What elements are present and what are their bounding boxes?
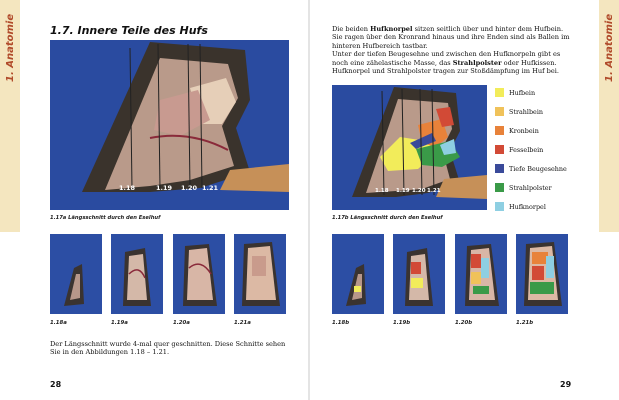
legend-swatch: [495, 88, 504, 97]
intro-line: Die beiden Hufknorpel sitzen seitlich über und hinter dem Hufbein.: [332, 25, 564, 33]
term-hufknorpel: Hufknorpel: [370, 25, 413, 33]
hoof-longitudinal-photo: [50, 40, 289, 210]
side-tab-right: [599, 0, 619, 232]
legend-swatch: [495, 145, 504, 154]
thumbnail-label: 1.19b: [393, 320, 411, 326]
thumbnail-label: 1.18b: [332, 320, 350, 326]
thumbnail-label: 1.20b: [455, 320, 473, 326]
thumbnail-photo: [393, 234, 445, 314]
hoof-colored-photo: [332, 85, 487, 210]
legend-label: Strahlpolster: [509, 184, 552, 192]
slice-label: 1.21: [202, 184, 219, 192]
body-text: [50, 340, 305, 357]
slice-label: 1.18: [119, 184, 136, 192]
intro-line: Hufknorpel und Strahlpolster tragen zur Stoßdämpfung im Huf bei.: [332, 67, 559, 76]
slice-label: 1.21: [427, 188, 441, 194]
thumbnail-photo: [455, 234, 507, 314]
figure-caption: 1.17a Längsschnitt durch den Eselhuf: [50, 215, 161, 221]
legend-swatch: [495, 126, 504, 135]
thumbnail-label: 1.20a: [173, 320, 190, 326]
section-title: 1.7. Innere Teile des Hufs: [50, 24, 208, 37]
side-tab-left: [0, 0, 20, 232]
page-number: 29: [560, 380, 572, 389]
thumbnail-photo: [234, 234, 286, 314]
legend-swatch: [495, 107, 504, 116]
legend-label: Fesselbein: [509, 146, 544, 154]
thumbnail-label: 1.21b: [516, 320, 534, 326]
page-number: 28: [50, 380, 62, 389]
intro-line: noch eine zähelastische Masse, das Strahlpolster oder Hufkissen.: [332, 58, 557, 67]
intro-line: Sie ragen über den Kronrand hinaus und ihre Enden sind als Ballen im: [332, 33, 570, 42]
figure-caption: 1.17b Längsschnitt durch den Eselhuf: [332, 215, 443, 221]
legend-label: Kronbein: [509, 127, 539, 135]
slice-label: 1.18: [375, 188, 389, 194]
thumbnail-photo: [173, 234, 225, 314]
legend-swatch: [495, 164, 504, 173]
legend-label: Hufbein: [509, 89, 536, 97]
slice-label: 1.20: [181, 184, 198, 192]
legend-label: Strahlbein: [509, 108, 544, 116]
intro-line: hinteren Hufbereich tastbar.: [332, 41, 428, 50]
left-page: [0, 0, 309, 400]
slice-label: 1.20: [412, 188, 426, 194]
slice-label: 1.19: [396, 188, 410, 194]
legend-label: Tiefe Beugesehne: [509, 165, 567, 173]
thumbnail-label: 1.21a: [234, 320, 251, 326]
body-line: Der Längsschnitt wurde 4-mal quer geschnitten. Diese Schnitte sehen: [50, 340, 286, 348]
legend-swatch: [495, 202, 504, 211]
side-tab-label: 1. Anatomie: [604, 13, 615, 82]
thumbnail-photo: [111, 234, 163, 314]
thumbnail-photo: [516, 234, 568, 314]
book-gutter: [308, 0, 310, 400]
legend-swatch: [495, 183, 504, 192]
body-line: Sie in den Abbildungen 1.18 – 1.21.: [50, 348, 170, 357]
thumbnail-label: 1.19a: [111, 320, 128, 326]
intro-line: Unter der tiefen Beugesehne und zwischen den Hufknorpeln gibt es: [332, 50, 561, 59]
thumbnail-label: 1.18a: [50, 320, 67, 326]
legend-label: Hufknorpel: [509, 203, 546, 211]
thumbnail-photo: [50, 234, 102, 314]
slice-label: 1.19: [156, 184, 173, 192]
thumbnail-photo: [332, 234, 384, 314]
term-strahlpolster: Strahlpolster: [452, 58, 502, 67]
side-tab-label: 1. Anatomie: [5, 13, 16, 82]
intro-text: [332, 25, 597, 75]
